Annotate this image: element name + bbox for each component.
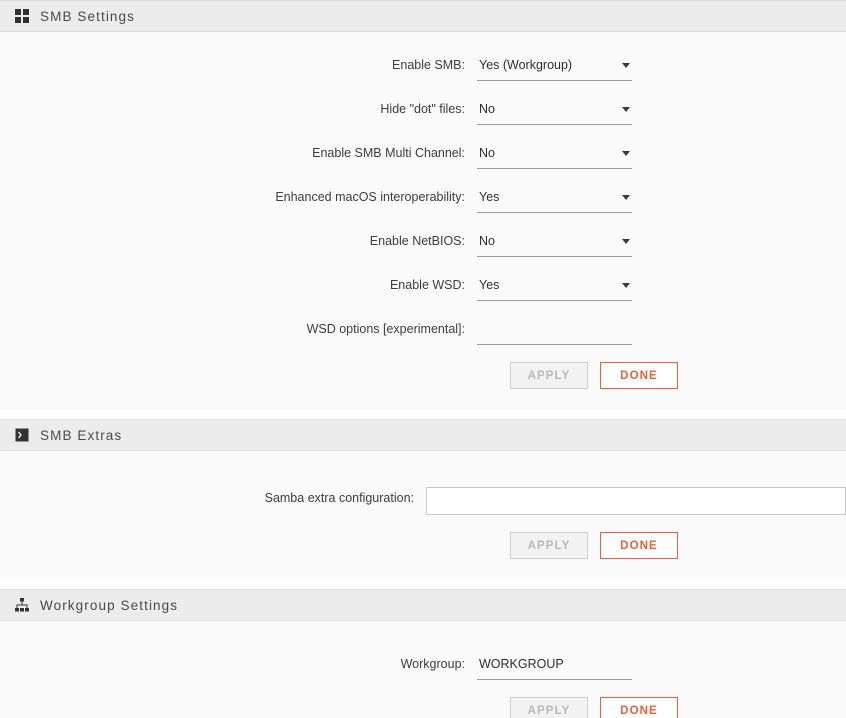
field-label: Enable WSD: (389, 278, 465, 292)
form-row-workgroup (0, 653, 846, 680)
section-body-workgroup-settings (0, 621, 846, 718)
section-title: SMB Settings (40, 8, 135, 24)
field-wrapper (477, 186, 632, 213)
section-title: Workgroup Settings (40, 597, 179, 613)
button-row-smb-settings (0, 362, 846, 389)
done-button-smb-extras[interactable]: DONE (600, 532, 678, 559)
windows-grid-icon (14, 8, 30, 24)
field-wrapper (477, 98, 632, 125)
terminal-icon (14, 427, 30, 443)
section-gap (0, 409, 846, 419)
field-label: Samba extra configuration: (264, 491, 414, 505)
section-header-smb-settings (0, 0, 846, 32)
field-label: WSD options [experimental]: (306, 322, 465, 336)
field-wrapper (477, 274, 632, 301)
enable-smb-select[interactable] (477, 54, 632, 81)
apply-button-smb-extras[interactable]: APPLY (510, 532, 588, 559)
section-header-workgroup-settings (0, 589, 846, 621)
enable-netbios-select[interactable] (477, 230, 632, 257)
apply-button-workgroup-settings[interactable]: APPLY (510, 697, 588, 718)
field-wrapper (426, 487, 846, 515)
field-wrapper (477, 653, 632, 680)
done-button-smb-settings[interactable]: DONE (600, 362, 678, 389)
button-row-smb-extras (0, 532, 846, 559)
field-label: Enable NetBIOS: (369, 234, 465, 248)
sitemap-icon (14, 597, 30, 613)
section-body-smb-extras (0, 451, 846, 579)
samba-extra-configuration-input[interactable] (426, 487, 846, 515)
form-row-enable-smb (0, 54, 846, 81)
field-wrapper (477, 142, 632, 169)
smb-multi-channel-select[interactable] (477, 142, 632, 169)
hide-dot-files-select[interactable] (477, 98, 632, 125)
form-row-enable-netbios (0, 230, 846, 257)
field-label: Hide "dot" files: (380, 102, 465, 116)
enable-wsd-select[interactable] (477, 274, 632, 301)
form-row-smb-multi-channel (0, 142, 846, 169)
workgroup-input[interactable] (477, 653, 632, 680)
apply-button-smb-settings[interactable]: APPLY (510, 362, 588, 389)
wsd-options-input[interactable] (477, 318, 632, 345)
form-row-samba-extra-config (0, 487, 846, 515)
section-title: SMB Extras (40, 427, 123, 443)
field-wrapper (477, 230, 632, 257)
section-body-smb-settings (0, 32, 846, 409)
form-row-enable-wsd (0, 274, 846, 301)
button-row-workgroup-settings (0, 697, 846, 718)
form-row-macos-interoperability (0, 186, 846, 213)
section-gap (0, 579, 846, 589)
section-header-smb-extras (0, 419, 846, 451)
field-label: Enhanced macOS interoperability: (275, 190, 465, 204)
form-row-hide-dot-files (0, 98, 846, 125)
macos-interoperability-select[interactable] (477, 186, 632, 213)
field-label: Workgroup: (400, 657, 465, 671)
field-label: Enable SMB: (392, 58, 465, 72)
field-label: Enable SMB Multi Channel: (312, 146, 465, 160)
field-wrapper (477, 318, 632, 345)
field-wrapper (477, 54, 632, 81)
done-button-workgroup-settings[interactable]: DONE (600, 697, 678, 718)
form-row-wsd-options (0, 318, 846, 345)
